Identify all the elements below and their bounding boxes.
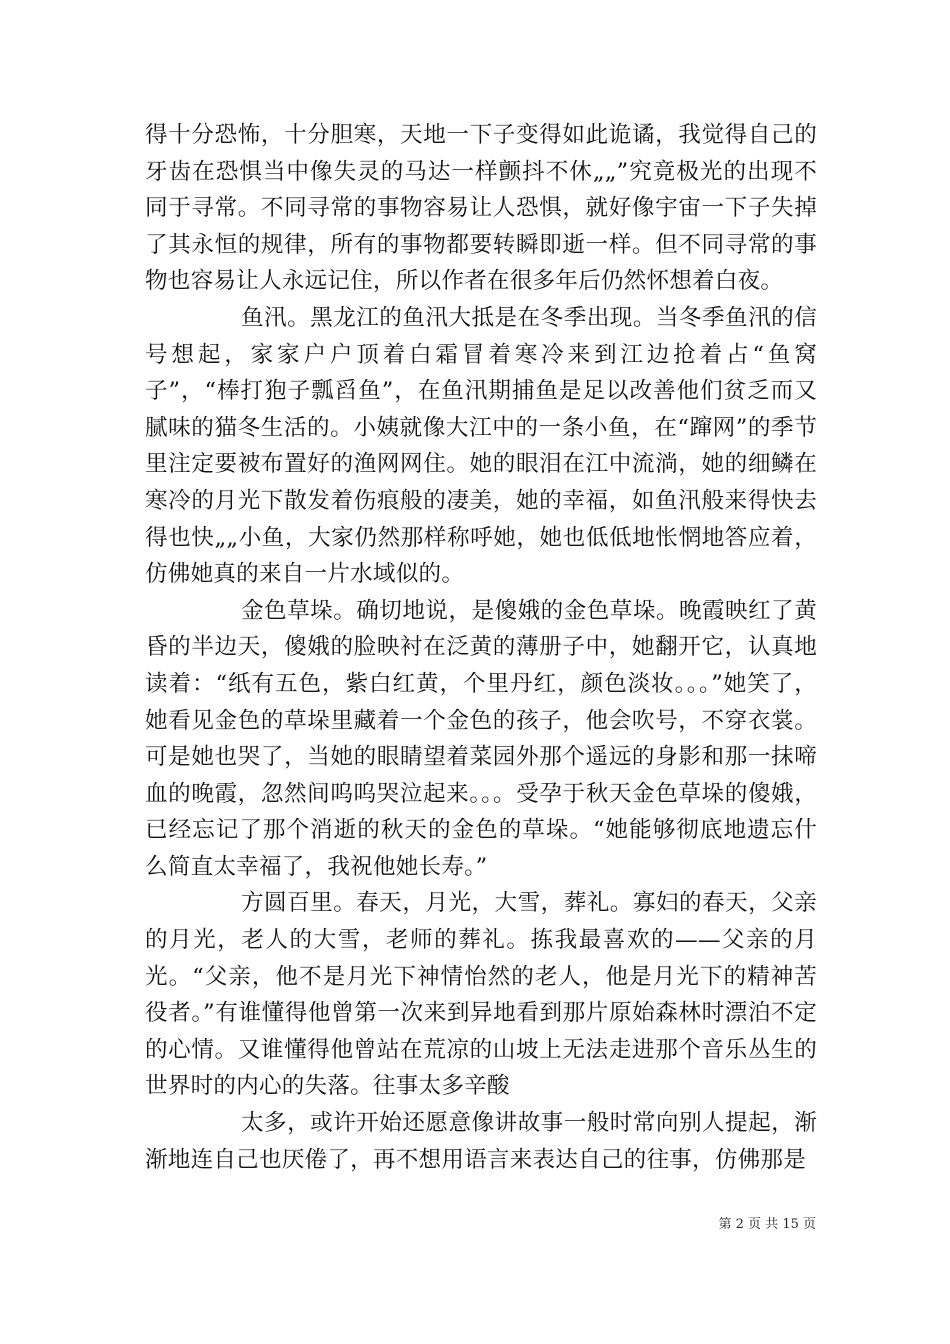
page-number: 第 2 页 共 15 页 (718, 1217, 816, 1232)
paragraph: 鱼汛。黑龙江的鱼汛大抵是在冬季出现。当冬季鱼汛的信号想起，家家户户顶着白霜冒着寒冷来到江边抢着占“鱼窝子”，“棒打狍子瓢舀鱼”，在鱼汛期捕鱼是足以改善他们贫乏而又腻味的猫冬生活的。小姨就像大江中的一条小鱼，在“蹿网”的季节里注定要被布置好的渔网网住。她的眼泪在江中流淌，她的细鳞在寒冷的月光下散发着伤痕般的凄美，她的幸福，如鱼汛般来得快去得也快„„小鱼，大家仍然那样称呼她，她也低低地怅惘地答应着，仿佛她真的来自一片水域似的。 (145, 304, 817, 588)
paragraph: 金色草垛。确切地说，是傻娥的金色草垛。晚霞映红了黄昏的半边天，傻娥的脸映衬在泛黄的薄册子中，她翻开它，认真地读着：“纸有五色，紫白红黄，个里丹红，颜色淡妆。。。”她笑了，她看见金色的草垛里藏着一个金色的孩子，他会吹号，不穿衣裳。可是她也哭了，当她的眼睛望着菜园外那个遥远的身影和那一抹啼血的晚霞，忽然间呜呜哭泣起来。。。受孕于秋天金色草垛的傻娥，已经忘记了那个消逝的秋天的金色的草垛。“她能够彻底地遗忘什么简直太幸福了，我祝他她长寿。” (145, 597, 817, 880)
body-text (145, 117, 817, 1178)
paragraph: 太多，或许开始还愿意像讲故事一般时常向别人提起，渐渐地连自己也厌倦了，再不想用语言来表达自己的往事，仿佛那是 (145, 1110, 817, 1173)
paragraph: 得十分恐怖，十分胆寒，天地一下子变得如此诡谲，我觉得自己的牙齿在恐惧当中像失灵的马达一样颤抖不休„„”究竟极光的出现不同于寻常。不同寻常的事物容易让人恐惧，就好像宇宙一下子失掉了其永恒的规律，所有的事物都要转瞬即逝一样。但不同寻常的事物也容易让人永远记住，所以作者在很多年后仍然怀想着白夜。 (145, 122, 817, 295)
paragraph: 方圆百里。春天，月光，大雪，葬礼。寡妇的春天，父亲的月光，老人的大雪，老师的葬礼。拣我最喜欢的——父亲的月光。“父亲，他不是月光下神情怡然的老人，他是月光下的精神苦役者。”有谁懂得他曾第一次来到异地看到那片原始森林时漂泊不定的心情。又谁懂得他曾站在荒凉的山坡上无法走进那个音乐丛生的世界时的内心的失落。往事太多辛酸 (145, 890, 817, 1100)
